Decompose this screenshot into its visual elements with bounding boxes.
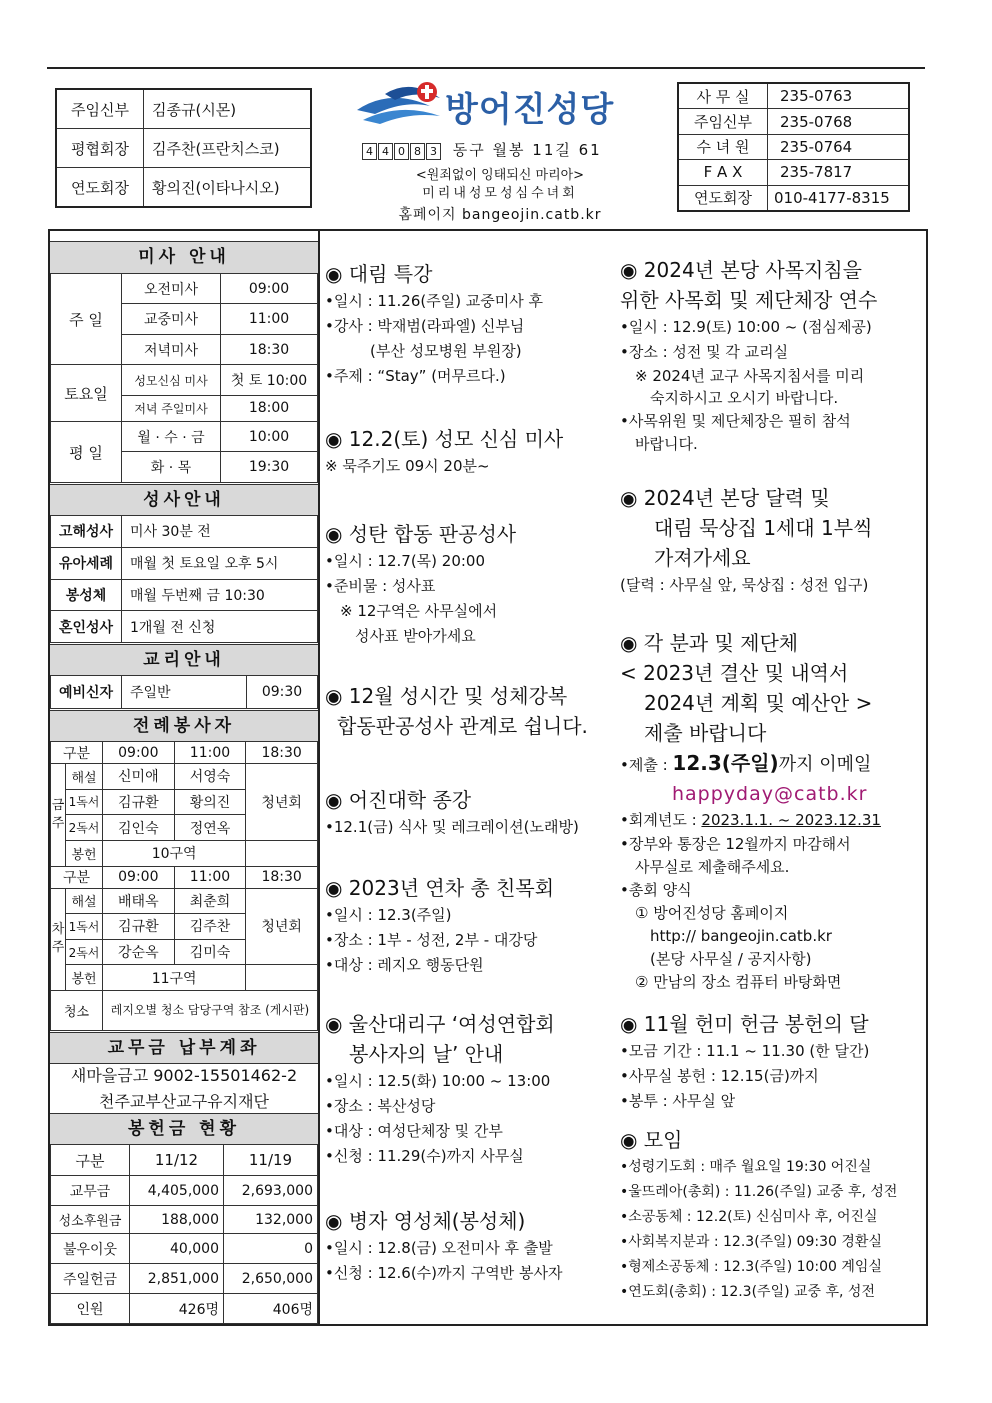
server-evening: 청년회 bbox=[246, 764, 318, 841]
church-name: 방어진성당 bbox=[445, 90, 615, 130]
notice-title: ◉ 모임 bbox=[620, 1128, 683, 1152]
contact-value: 235-0768 bbox=[768, 109, 910, 134]
mass-table bbox=[50, 273, 318, 483]
staff-value: 황의진(이타나시오) bbox=[144, 168, 312, 208]
notice-line: •신청 : 11.29(수)까지 사무실 bbox=[325, 1147, 524, 1165]
notice-sick-communion bbox=[325, 1206, 562, 1286]
contact-table bbox=[677, 82, 910, 212]
offering-amount: 0 bbox=[224, 1234, 318, 1264]
homepage-url[interactable]: http:// bangeojin.catb.kr bbox=[620, 927, 832, 945]
notice-line: •울뜨레아(총회) : 11.26(주일) 교중 후, 성전 bbox=[620, 1184, 898, 1200]
catechism-time: 09:30 bbox=[247, 676, 318, 709]
account-number: 새마을금고 9002-15501462-2 bbox=[70, 1066, 298, 1085]
sunday-label: 주 일 bbox=[51, 274, 122, 365]
staff-value: 김종규(시몬) bbox=[144, 89, 312, 129]
sacrament-table bbox=[50, 515, 318, 643]
notice-advent-lecture bbox=[325, 259, 543, 389]
sacrament-name: 혼인성사 bbox=[51, 611, 122, 643]
server-role: 1독서 bbox=[66, 914, 103, 940]
notice-title: ◉ 어진대학 종강 bbox=[325, 788, 472, 812]
sacrament-info: 매월 첫 토요일 오후 5시 bbox=[122, 547, 318, 579]
sacrament-info: 미사 30분 전 bbox=[122, 516, 318, 548]
notice-line: •일시 : 12.8(금) 오전미사 후 출발 bbox=[325, 1239, 553, 1257]
notice-line: •대상 : 여성단체장 및 간부 bbox=[325, 1122, 503, 1140]
notice-title: 제출 바랍니다 bbox=[644, 721, 767, 745]
contact-label: 수 녀 원 bbox=[678, 134, 768, 159]
notice-line: •주제 : “Stay” (머무르다.) bbox=[325, 367, 506, 385]
offering-table bbox=[50, 1144, 318, 1324]
staff-table bbox=[55, 88, 312, 208]
offering-title: 봉헌금 현황 bbox=[50, 1113, 318, 1145]
notice-line: •모금 기간 : 11.1 ~ 11.30 (한 달간) bbox=[620, 1042, 870, 1060]
offering-zone: 10구역 bbox=[103, 840, 246, 866]
notice-line: •연도회(총회) : 12.3(주일) 교중 후, 성전 bbox=[620, 1284, 875, 1300]
server-evening: 청년회 bbox=[246, 888, 318, 965]
notice-line: 바랍니다. bbox=[620, 435, 698, 453]
notice-line: (달력 : 사무실 앞, 묵상집 : 성전 입구) bbox=[620, 576, 869, 594]
motto-line: <원죄없이 잉태되신 마리아> bbox=[415, 168, 585, 183]
contact-value: 235-0764 bbox=[768, 134, 910, 159]
notice-annual-gathering bbox=[325, 873, 554, 978]
sacrament-name: 유아세례 bbox=[51, 547, 122, 579]
offering-head: 11/19 bbox=[224, 1145, 318, 1176]
notice-line: •신청 : 12.6(수)까지 구역반 봉사자 bbox=[325, 1264, 563, 1282]
offering-amount: 132,000 bbox=[224, 1206, 318, 1234]
notice-title: 대림 묵상집 1세대 1부씩 bbox=[654, 516, 873, 540]
notice-line: •12.1(금) 식사 및 레크레이션(노래방) bbox=[325, 818, 579, 836]
catechism-class: 주일반 bbox=[122, 676, 247, 709]
weekday-label: 평 일 bbox=[51, 422, 122, 483]
offering-type: 성소후원금 bbox=[51, 1206, 130, 1234]
submit-date: 12.3(주일) bbox=[672, 751, 779, 775]
server-title: 전례봉사자 bbox=[50, 710, 318, 742]
notice-line: •사무실 봉헌 : 12.15(금)까지 bbox=[620, 1067, 819, 1085]
notice-title: ◉ 성탄 합동 판공성사 bbox=[325, 522, 517, 546]
notice-title: ◉ 각 분과 및 제단체 bbox=[620, 631, 799, 655]
mass-name: 저녁 주일미사 bbox=[122, 395, 221, 421]
server-name: 김주찬 bbox=[174, 914, 246, 940]
notice-title: ◉ 2024년 본당 달력 및 bbox=[620, 486, 830, 510]
sacrament-name: 봉성체 bbox=[51, 579, 122, 611]
notice-line: 숙지하시고 오시기 바랍니다. bbox=[620, 389, 839, 407]
notice-title: ◉ 병자 영성체(봉성체) bbox=[325, 1209, 526, 1233]
contact-label: 주임신부 bbox=[678, 109, 768, 134]
bulletin-body bbox=[48, 229, 928, 1326]
notice-line: •봉투 : 사무실 앞 bbox=[620, 1092, 736, 1110]
notice-line: ※ 12구역은 사무실에서 bbox=[325, 602, 498, 620]
sacrament-info: 1개월 전 신청 bbox=[122, 611, 318, 643]
mass-time: 19:30 bbox=[221, 452, 318, 483]
notice-marian-mass bbox=[325, 424, 563, 479]
offering-amount: 406명 bbox=[224, 1294, 318, 1324]
server-head: 09:00 bbox=[103, 742, 175, 764]
offering-zone: 11구역 bbox=[103, 965, 246, 991]
notice-title: ◉ 울산대리구 ‘여성연합회 bbox=[325, 1012, 555, 1036]
server-role: 봉헌 bbox=[66, 965, 103, 991]
server-name: 배태옥 bbox=[103, 888, 175, 914]
server-name: 정연옥 bbox=[174, 815, 246, 841]
server-head: 18:30 bbox=[246, 742, 318, 764]
mass-time: 첫 토 10:00 bbox=[221, 365, 318, 395]
offering-amount: 40,000 bbox=[130, 1234, 224, 1264]
mass-name: 저녁미사 bbox=[122, 334, 221, 364]
notice-budget-submission bbox=[620, 628, 881, 994]
notice-line: (부산 성모병원 부원장) bbox=[325, 342, 522, 360]
notice-line: •일시 : 11.26(주일) 교중미사 후 bbox=[325, 292, 544, 310]
notice-line: •사회복지분과 : 12.3(주일) 09:30 경환실 bbox=[620, 1234, 882, 1250]
notice-line: •제출 : bbox=[620, 756, 673, 774]
offering-head: 구분 bbox=[51, 1145, 130, 1176]
notice-title: ◉ 12.2(토) 성모 신심 미사 bbox=[325, 427, 564, 451]
notice-line: •사목위원 및 제단체장은 필히 참석 bbox=[620, 412, 851, 430]
account-title: 교무금 납부계좌 bbox=[50, 1032, 318, 1064]
mass-name: 화 · 목 bbox=[122, 452, 221, 483]
notice-line: ① 방어진성당 홈페이지 bbox=[620, 904, 789, 922]
notice-line: •장소 : 성전 및 각 교리실 bbox=[620, 343, 789, 361]
server-role: 봉헌 bbox=[66, 840, 103, 866]
notice-line: (본당 사무실 / 공지사항) bbox=[620, 950, 812, 968]
contact-value: 235-7817 bbox=[768, 160, 910, 185]
notice-pastoral-workshop bbox=[620, 255, 877, 455]
notice-rice-offering bbox=[620, 1009, 869, 1114]
notice-title: 2024년 계획 및 예산안 > bbox=[644, 691, 873, 715]
staff-value: 김주찬(프란치스코) bbox=[144, 129, 312, 168]
server-head: 18:30 bbox=[246, 866, 318, 888]
email-link[interactable]: happyday@catb.kr bbox=[672, 783, 868, 805]
notice-title: ◉ 대림 특강 bbox=[325, 262, 433, 286]
contact-value: 010-4177-8315 bbox=[768, 185, 910, 211]
server-head: 구분 bbox=[51, 866, 103, 888]
offering-amount: 2,693,000 bbox=[224, 1176, 318, 1206]
sacrament-title: 성사안내 bbox=[50, 484, 318, 516]
server-role: 1독서 bbox=[66, 789, 103, 815]
notice-line: •형제소공동체 : 12.3(주일) 10:00 계임실 bbox=[620, 1259, 882, 1275]
left-sidebar bbox=[50, 231, 320, 1324]
mass-time: 09:00 bbox=[221, 274, 318, 304]
offering-type: 불우이웃 bbox=[51, 1234, 130, 1264]
notice-title: 봉사자의 날’ 안내 bbox=[349, 1042, 504, 1066]
server-role: 해설 bbox=[66, 888, 103, 914]
notice-line: •일시 : 12.7(목) 20:00 bbox=[325, 552, 486, 570]
notice-title: 위한 사목회 및 제단체장 연수 bbox=[620, 288, 878, 312]
offering-amount: 426명 bbox=[130, 1294, 224, 1324]
mass-name: 교중미사 bbox=[122, 304, 221, 334]
mass-name: 성모신심 미사 bbox=[122, 365, 221, 395]
offering-head: 11/12 bbox=[130, 1145, 224, 1176]
motto bbox=[330, 167, 670, 203]
server-role: 2독서 bbox=[66, 815, 103, 841]
next-week-label: 차주 bbox=[51, 888, 66, 991]
server-role: 2독서 bbox=[66, 939, 103, 965]
sacrament-info: 매월 두번째 금 10:30 bbox=[122, 579, 318, 611]
notice-line: •일시 : 12.5(화) 10:00 ~ 13:00 bbox=[325, 1072, 551, 1090]
cleaning-info: 레지오별 청소 담당구역 참조 (게시판) bbox=[103, 991, 318, 1031]
notice-line: •장부와 통장은 12월까지 마감해서 bbox=[620, 835, 851, 853]
mass-title: 미사 안내 bbox=[50, 241, 318, 274]
catechism-table bbox=[50, 675, 318, 709]
notice-title: ◉ 2024년 본당 사목지침을 bbox=[620, 258, 862, 282]
notice-line: 사무실로 제출해주세요. bbox=[620, 858, 790, 876]
notice-line: •강사 : 박재범(라파엘) 신부님 bbox=[325, 317, 525, 335]
mass-name: 월 · 수 · 금 bbox=[122, 422, 221, 452]
account-info bbox=[50, 1063, 318, 1115]
notice-holy-hour bbox=[325, 681, 588, 741]
server-name: 신미애 bbox=[103, 764, 175, 790]
contact-value: 235-0763 bbox=[768, 83, 910, 109]
this-week-label: 금주 bbox=[51, 764, 66, 867]
server-role: 해설 bbox=[66, 764, 103, 790]
mass-time: 11:00 bbox=[221, 304, 318, 334]
zip-code: 4 4 0 8 3 bbox=[362, 141, 442, 159]
notice-title: ◉ 2023년 연차 총 친목회 bbox=[325, 876, 555, 900]
street-address: 동구 월봉 11길 61 bbox=[452, 141, 602, 159]
mass-time: 18:00 bbox=[221, 395, 318, 421]
homepage-link[interactable]: 홈페이지 bangeojin.catb.kr bbox=[398, 207, 602, 223]
server-head: 11:00 bbox=[174, 742, 246, 764]
notice-line: •소공동체 : 12.2(토) 신심미사 후, 어진실 bbox=[620, 1209, 878, 1225]
notice-line: ※ 묵주기도 09시 20분~ bbox=[325, 457, 490, 475]
notice-line: •일시 : 12.3(주일) bbox=[325, 906, 452, 924]
offering-amount: 4,405,000 bbox=[130, 1176, 224, 1206]
staff-label: 평협회장 bbox=[56, 129, 144, 168]
cleaning-label: 청소 bbox=[51, 991, 103, 1031]
staff-label: 주임신부 bbox=[56, 89, 144, 129]
server-name: 김규환 bbox=[103, 789, 175, 815]
server-name: 서영숙 bbox=[174, 764, 246, 790]
notice-line: ※ 2024년 교구 사목지침서를 미리 bbox=[620, 367, 865, 385]
notice-title: 가져가세요 bbox=[654, 546, 751, 570]
notice-title: < 2023년 결산 및 내역서 bbox=[620, 661, 849, 685]
mass-time: 18:30 bbox=[221, 334, 318, 364]
server-head: 구분 bbox=[51, 742, 103, 764]
mass-name: 오전미사 bbox=[122, 274, 221, 304]
address bbox=[362, 139, 602, 160]
catechism-name: 예비신자 bbox=[51, 676, 122, 709]
offering-type: 주일헌금 bbox=[51, 1264, 130, 1294]
offering-type: 인원 bbox=[51, 1294, 130, 1324]
notice-line: •대상 : 레지오 행동단원 bbox=[325, 956, 484, 974]
server-name: 김인숙 bbox=[103, 815, 175, 841]
notice-line: 성사표 받아가세요 bbox=[325, 627, 476, 645]
fiscal-year: 2023.1.1. ~ 2023.12.31 bbox=[701, 811, 881, 829]
offering-amount: 188,000 bbox=[130, 1206, 224, 1234]
account-holder: 천주교부산교구유지재단 bbox=[98, 1092, 270, 1111]
server-name: 황의진 bbox=[174, 789, 246, 815]
notice-title: ◉ 11월 헌미 헌금 봉헌의 달 bbox=[620, 1012, 869, 1036]
server-name: 김규환 bbox=[103, 914, 175, 940]
staff-label: 연도회장 bbox=[56, 168, 144, 208]
notice-title: ◉ 12월 성시간 및 성체강복 bbox=[325, 684, 568, 708]
server-name: 강순옥 bbox=[103, 939, 175, 965]
notice-line: •장소 : 복산성당 bbox=[325, 1097, 436, 1115]
notice-womens-federation bbox=[325, 1009, 555, 1169]
notice-college-closing bbox=[325, 785, 579, 840]
offering-amount: 2,851,000 bbox=[130, 1264, 224, 1294]
notice-line: •성령기도회 : 매주 월요일 19:30 어진실 bbox=[620, 1159, 872, 1175]
server-name: 김미숙 bbox=[174, 939, 246, 965]
motto-line: 미리내성모성심수녀회 bbox=[422, 186, 578, 201]
contact-label: 연도회장 bbox=[678, 185, 768, 211]
server-name: 최춘희 bbox=[174, 888, 246, 914]
notice-confession bbox=[325, 519, 516, 649]
saturday-label: 토요일 bbox=[51, 365, 122, 422]
server-head: 11:00 bbox=[174, 866, 246, 888]
sacrament-name: 고해성사 bbox=[51, 516, 122, 548]
notice-line: •총회 양식 bbox=[620, 881, 692, 899]
notice-line: •일시 : 12.9(토) 10:00 ~ (점심제공) bbox=[620, 318, 872, 336]
top-rule bbox=[47, 67, 925, 69]
notice-line: ② 만남의 장소 컴퓨터 바탕화면 bbox=[620, 973, 842, 991]
offering-amount: 2,650,000 bbox=[224, 1264, 318, 1294]
server-head: 09:00 bbox=[103, 866, 175, 888]
notice-line: 까지 이메일 bbox=[778, 754, 872, 775]
server-table bbox=[50, 741, 318, 1031]
notice-line: •회계년도 : bbox=[620, 811, 702, 829]
mass-time: 10:00 bbox=[221, 422, 318, 452]
notice-title: 합동판공성사 관계로 쉽니다. bbox=[337, 714, 588, 738]
notice-line: •장소 : 1부 - 성전, 2부 - 대강당 bbox=[325, 931, 538, 949]
offering-type: 교무금 bbox=[51, 1176, 130, 1206]
notice-line: •준비물 : 성사표 bbox=[325, 577, 436, 595]
contact-label: F A X bbox=[678, 160, 768, 185]
catechism-title: 교리안내 bbox=[50, 644, 318, 676]
notice-calendar bbox=[620, 483, 872, 598]
notice-meetings bbox=[620, 1125, 897, 1305]
contact-label: 사 무 실 bbox=[678, 83, 768, 109]
